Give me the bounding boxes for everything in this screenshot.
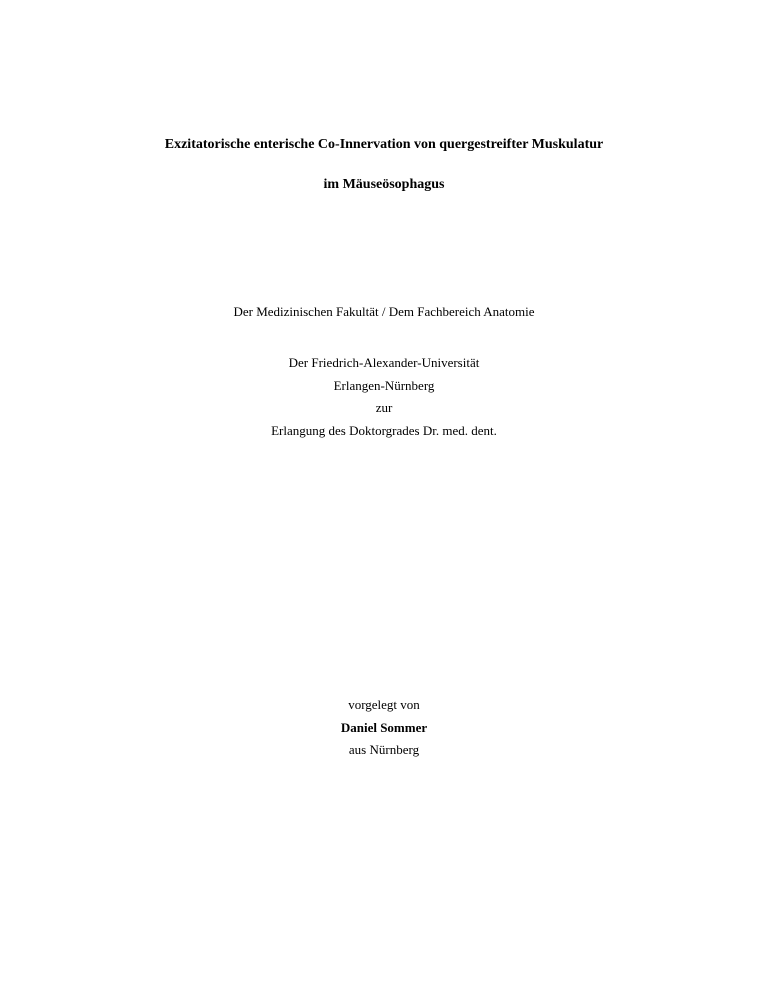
- faculty-line: Der Medizinischen Fakultät / Dem Fachbereich Anatomie: [233, 304, 535, 319]
- degree-line: Erlangung des Doktorgrades Dr. med. dent.: [271, 423, 497, 438]
- thesis-title-line-1: Exzitatorische enterische Co-Innervation von quergestreifter Muskulatur: [164, 137, 604, 152]
- university-line-2: Erlangen-Nürnberg: [333, 378, 435, 393]
- presented-by-line: vorgelegt von: [348, 697, 420, 712]
- university-line-1: Der Friedrich-Alexander-Universität: [288, 355, 480, 370]
- author-name: Daniel Sommer: [340, 720, 428, 735]
- university-line-3: zur: [375, 400, 393, 415]
- thesis-title-line-2: im Mäuseösophagus: [323, 177, 445, 192]
- author-origin: aus Nürnberg: [348, 742, 420, 757]
